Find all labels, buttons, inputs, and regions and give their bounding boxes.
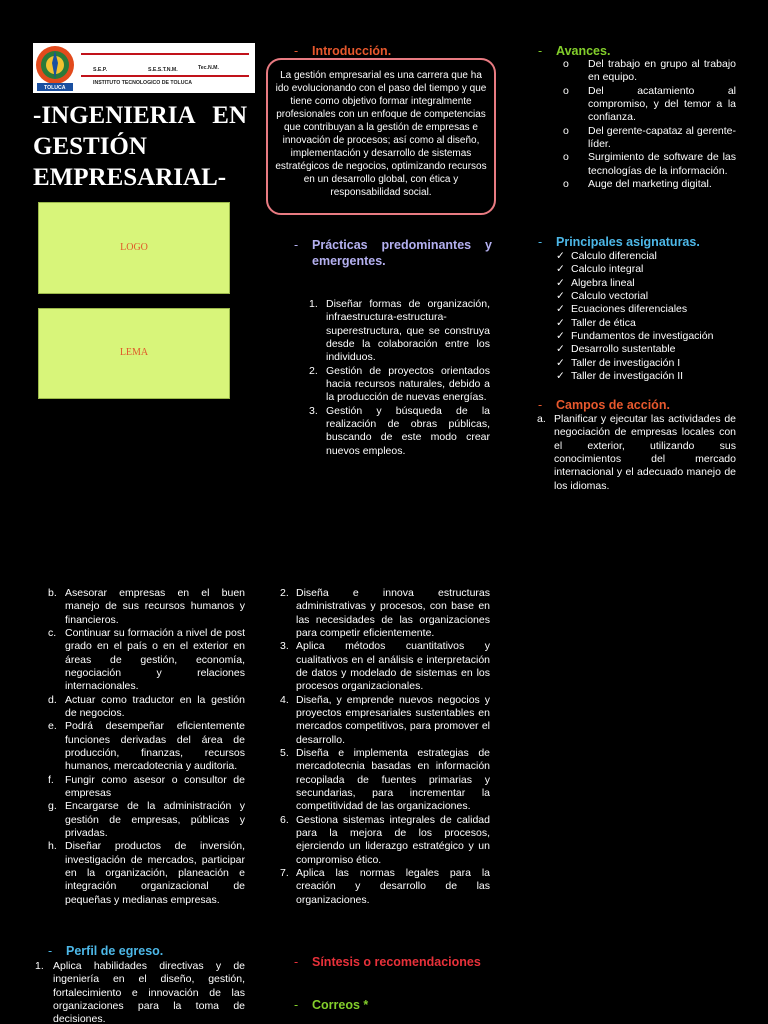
list-item: 5. Diseña e implementa estrategias de mercadotecnia basadas en información recopilada de fuentes primarias y secundarias, para incrementar la competitividad de las organizaciones. bbox=[280, 746, 490, 813]
list-item: 7. Aplica las normas legales para la creación y desarrollo de las organizaciones. bbox=[280, 866, 490, 906]
list-item: 3. Gestión y búsqueda de la realización de obras públicas, buscando de este modo crear nuevos empleos. bbox=[309, 404, 490, 457]
list-item: ✓ Taller de investigación II bbox=[554, 370, 734, 383]
list-item: 6. Gestiona sistemas integrales de calidad para la mejora de los procesos, ejerciendo un liderazgo estratégico y un compromiso ético. bbox=[280, 813, 490, 866]
tecnm-label: Tec.N.M. bbox=[198, 65, 219, 71]
logo-placeholder-label: LOGO bbox=[120, 241, 148, 253]
list-item: o Auge del marketing digital. bbox=[563, 177, 712, 190]
list-item: o Surgimiento de software de las tecnologías de la información. bbox=[563, 151, 736, 177]
perfil-list bbox=[35, 960, 245, 1024]
institution-header bbox=[33, 43, 255, 93]
correos-heading: - Correos * bbox=[294, 998, 369, 1012]
list-item: ✓ Algebra lineal bbox=[554, 277, 734, 290]
list-item: g. Encargarse de la administración y gestión de empresas, públicas y privadas. bbox=[48, 800, 245, 839]
sintesis-heading: - Síntesis o recomendaciones bbox=[294, 955, 481, 969]
asignaturas-list bbox=[554, 250, 734, 383]
seal-text: TOLUCA bbox=[44, 85, 66, 91]
list-item: ✓ Taller de investigación I bbox=[554, 357, 734, 370]
list-item: o Del gerente-capataz al gerente-líder. bbox=[563, 124, 736, 150]
list-item: 2. Gestión de proyectos orientados hacia recursos naturales, debido a la producción de nuevas energías. bbox=[309, 364, 490, 404]
list-item: 3. Aplica métodos cuantitativos y cualitativos en el análisis e interpretación de datos y modelado de sistemas en los procesos organizacionales. bbox=[280, 640, 490, 693]
list-item: b. Asesorar empresas en el buen manejo de sus recursos humanos y financieros. bbox=[48, 587, 245, 626]
list-item: 1. Diseñar formas de organización, infraestructura-estructura-superestructura, que se construya desde la colaboración entre los individuos. bbox=[309, 298, 490, 364]
perfil-list-continued bbox=[280, 587, 490, 907]
list-item: ✓ Fundamentos de investigación bbox=[554, 330, 734, 343]
list-item: 2. Diseña e innova estructuras administrativas y procesos, con base en las necesidades de las organizaciones para competir eficientemente. bbox=[280, 587, 490, 639]
avances-heading: - Avances. bbox=[538, 44, 611, 58]
list-item: c. Continuar su formación a nivel de post grado en el país o en el exterior en áreas de gestión, economía, negociación y relaciones internacionales. bbox=[48, 626, 245, 693]
sestnm-label: S.E.S.T.N.M. bbox=[148, 67, 178, 73]
introduccion-text: La gestión empresarial es una carrera que ha ido evolucionando con el paso del tiempo y que tiene como objetivo formar integralmente profesionales con un enfoque de competencias que contribuyan a la gestión de empresas e innovación de procesos; así como al diseño, implementación y desarrollo de sistemas estratégicos de negocios, optimizando recursos en un desarrollo global, con ética y responsabilidad social. bbox=[275, 70, 487, 198]
list-item: o Del acatamiento al compromiso, y del temor a la confianza. bbox=[563, 84, 736, 124]
perfil-heading: - Perfil de egreso. bbox=[48, 944, 164, 958]
header-divider bbox=[81, 53, 249, 55]
list-item: ✓ Taller de ética bbox=[554, 317, 734, 330]
header-divider bbox=[81, 75, 249, 77]
list-item: 4. Diseña, y emprende nuevos negocios y proyectos empresariales sustentables en mercados competitivos, para promover el desarrollo. bbox=[280, 693, 490, 746]
list-item: e. Podrá desempeñar eficientemente funciones derivadas del área de producción, finanzas, recursos humanos, mercadotecnia y auditoria. bbox=[48, 720, 245, 773]
institute-name: INSTITUTO TECNOLOGICO DE TOLUCA bbox=[93, 80, 192, 86]
avances-list bbox=[558, 58, 736, 191]
list-item: 1. Aplica habilidades directivas y de ingeniería en el diseño, gestión, fortalecimiento e innovación de las organizaciones para la toma de decisiones. bbox=[35, 960, 245, 1024]
list-item: ✓ Calculo vectorial bbox=[554, 290, 734, 303]
list-item: o Del trabajo en grupo al trabajo en equipo. bbox=[563, 58, 736, 84]
list-item: ✓ Calculo integral bbox=[554, 263, 734, 276]
list-item: a. Planificar y ejecutar las actividades de negociación de empresas locales con el exterior, utilizando sus conocimientos del mercado internacional y el adecuado manejo de los idiomas. bbox=[537, 413, 736, 492]
asignaturas-heading: - Principales asignaturas. bbox=[538, 235, 700, 249]
logo-placeholder bbox=[38, 202, 230, 294]
practicas-list bbox=[309, 298, 490, 458]
list-item: h. Diseñar productos de inversión, investigación de mercados, participar en la organización, planeación e integración organizacional de pequeñas y medianas empresas. bbox=[48, 840, 245, 906]
list-item: ✓ Calculo diferencial bbox=[554, 250, 734, 263]
list-item: ✓ Ecuaciones diferenciales bbox=[554, 303, 734, 316]
list-item: f. Fungir como asesor o consultor de empresas bbox=[48, 773, 245, 799]
campos-heading: - Campos de acción. bbox=[538, 398, 670, 412]
introduccion-heading: - Introducción. bbox=[294, 44, 392, 58]
practicas-heading: - Prácticas predominantes y emergentes. bbox=[294, 238, 492, 268]
list-item: ✓ Desarrollo sustentable bbox=[554, 343, 734, 356]
campos-list-continued bbox=[48, 587, 245, 907]
list-item: d. Actuar como traductor en la gestión de negocios. bbox=[48, 693, 245, 719]
campos-list bbox=[537, 413, 736, 493]
lema-placeholder-label: LEMA bbox=[119, 347, 149, 359]
page-title bbox=[33, 100, 247, 193]
title-line: GESTIÓN bbox=[33, 133, 147, 160]
title-line: -INGENIERIA EN bbox=[33, 102, 247, 129]
lema-placeholder bbox=[38, 308, 230, 399]
title-line: EMPRESARIAL- bbox=[33, 164, 227, 191]
introduccion-box bbox=[266, 58, 496, 215]
sep-label: S.E.P. bbox=[93, 67, 108, 73]
